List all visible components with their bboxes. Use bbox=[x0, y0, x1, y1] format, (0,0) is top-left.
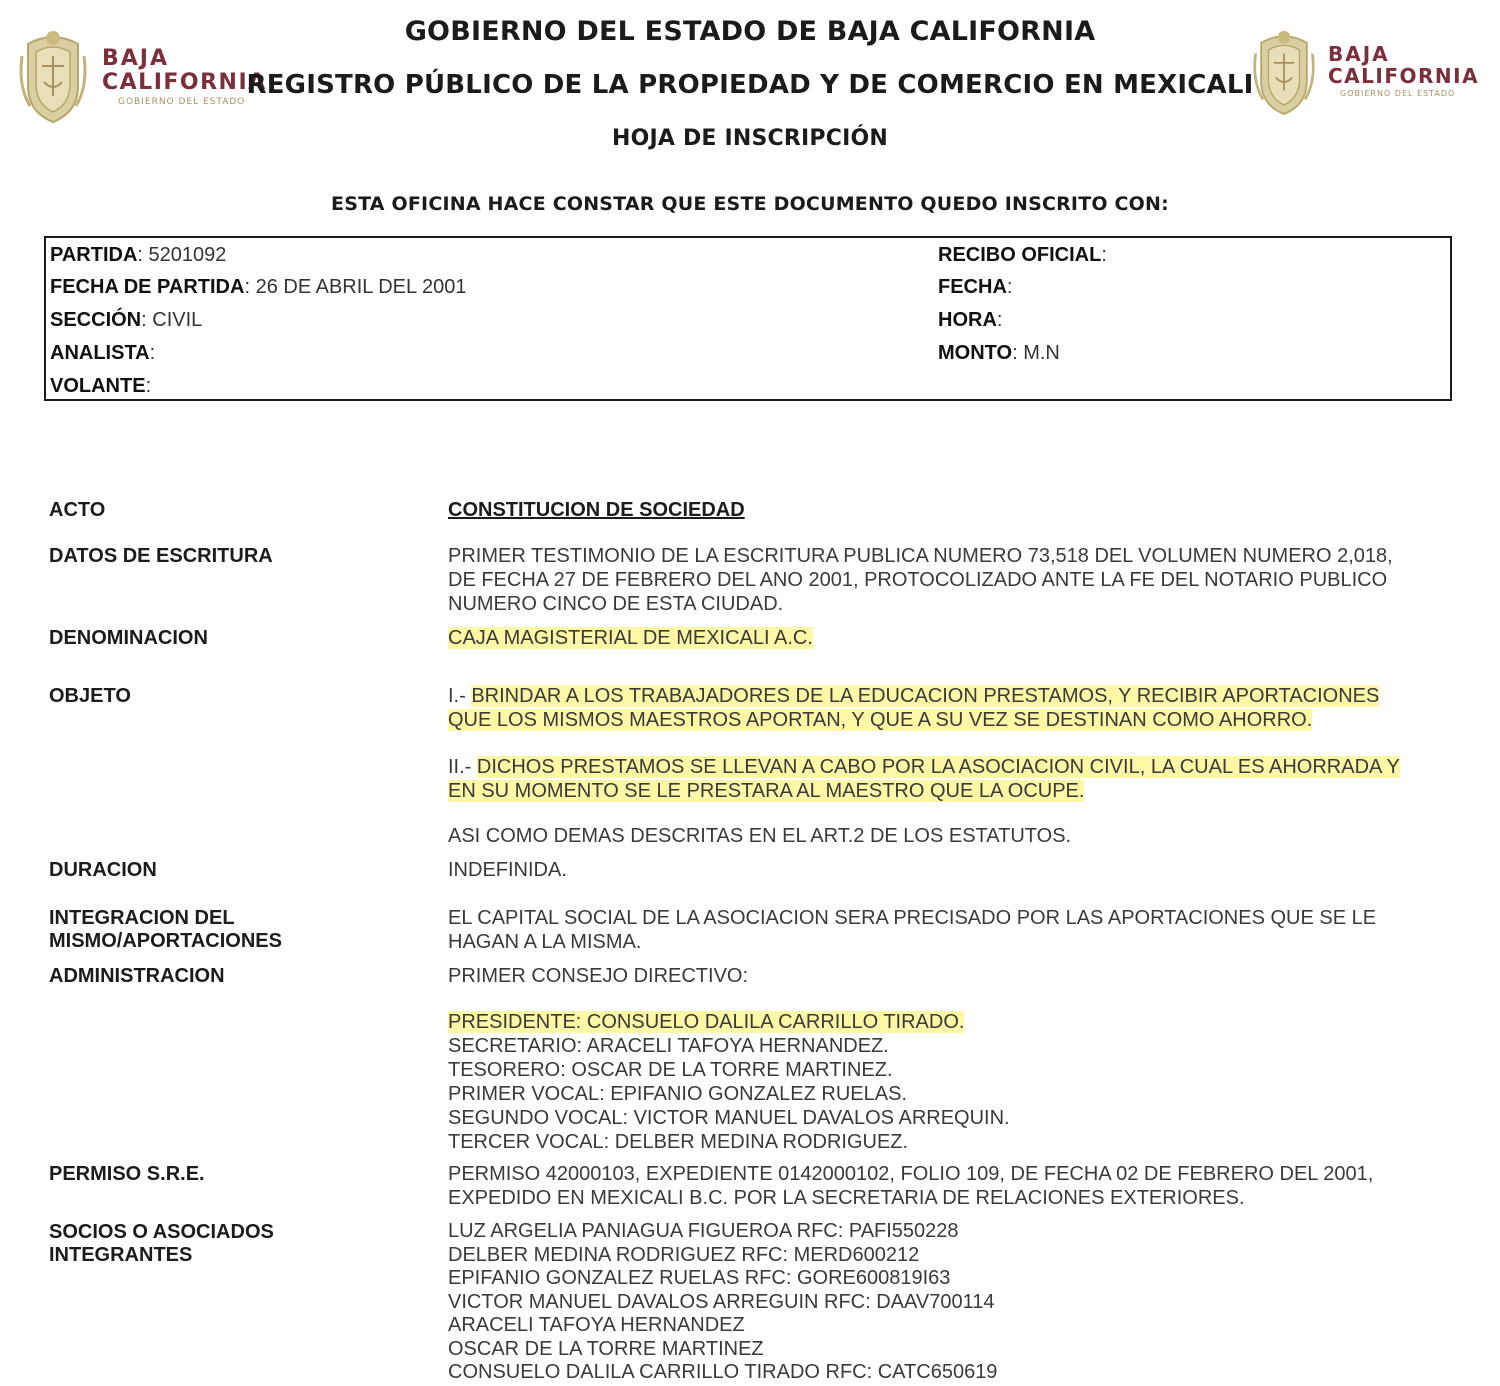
objeto-3: ASI COMO DEMAS DESCRITAS EN EL ART.2 DE LOS ESTATUTOS. bbox=[448, 825, 1072, 847]
permiso-value: PERMISO 42000103, EXPEDIENTE 0142000102, FOLIO 109, DE FECHA 02 DE FEBRERO DEL 2001, EXPEDIDO EN MEXICALI B.C. POR LA SECRETARIA DE RELACIONES EXTERIORES. bbox=[448, 1163, 1374, 1209]
volante-row: VOLANTE: bbox=[50, 375, 152, 397]
seccion-row: SECCIÓN: CIVIL bbox=[50, 309, 203, 331]
consejo-member: SECRETARIO: ARACELI TAFOYA HERNANDEZ. bbox=[448, 1035, 889, 1057]
objeto-2-text-a: DICHOS PRESTAMOS SE LLEVAN A CABO POR LA ASOCIACION CIVIL, LA CUAL ES AHORRADA Y bbox=[476, 756, 1400, 778]
acto-value: CONSTITUCION DE SOCIEDAD bbox=[448, 499, 745, 521]
registration-box bbox=[44, 236, 1452, 401]
acto-label: ACTO bbox=[49, 499, 106, 521]
objeto-1-prefix: I.- bbox=[448, 685, 466, 707]
denominacion-value: CAJA MAGISTERIAL DE MEXICALI A.C. bbox=[448, 627, 813, 649]
seccion-label: SECCIÓN bbox=[50, 309, 142, 331]
seccion-value: CIVIL bbox=[152, 309, 203, 331]
socio-item: EPIFANIO GONZALEZ RUELAS RFC: GORE600819I63 bbox=[448, 1267, 951, 1289]
administracion-intro: PRIMER CONSEJO DIRECTIVO: bbox=[448, 965, 749, 987]
duracion-label: DURACION bbox=[49, 859, 157, 881]
escritura-line: PRIMER TESTIMONIO DE LA ESCRITURA PUBLICA NUMERO 73,518 DEL VOLUMEN NUMERO 2,018, bbox=[448, 545, 1393, 567]
volante-label: VOLANTE bbox=[50, 375, 146, 397]
partida-row: PARTIDA: 5201092 bbox=[50, 244, 227, 266]
administracion-label: ADMINISTRACION bbox=[49, 965, 225, 987]
monto-row: MONTO: M.N bbox=[938, 342, 1060, 364]
permiso-label: PERMISO S.R.E. bbox=[49, 1163, 205, 1185]
logo-line-2: CALIFORNIA bbox=[1328, 64, 1480, 88]
objeto-2-prefix: II.- bbox=[448, 756, 472, 778]
objeto-2-text-b: EN SU MOMENTO SE LE PRESTARA AL MAESTRO QUE LA OCUPE. bbox=[448, 780, 1085, 802]
escritura-label: DATOS DE ESCRITURA bbox=[49, 545, 273, 567]
consejo-member: SEGUNDO VOCAL: VICTOR MANUEL DAVALOS ARREQUIN. bbox=[448, 1107, 1010, 1129]
hora-row: HORA: bbox=[938, 309, 1003, 331]
fecha-row: FECHA: bbox=[938, 276, 1013, 298]
objeto-item-2 bbox=[448, 755, 1463, 803]
consejo-member: TERCER VOCAL: DELBER MEDINA RODRIGUEZ. bbox=[448, 1131, 909, 1153]
partida-label: PARTIDA bbox=[50, 244, 138, 266]
fecha-partida-label: FECHA DE PARTIDA bbox=[50, 276, 245, 298]
integracion-value: EL CAPITAL SOCIAL DE LA ASOCIACION SERA PRECISADO POR LAS APORTACIONES QUE SE LE HAGAN A LA MISMA. bbox=[448, 907, 1377, 953]
hora-label: HORA bbox=[938, 309, 997, 331]
logo-line-2: CALIFORNIA bbox=[102, 70, 267, 95]
presidente: PRESIDENTE: CONSUELO DALILA CARRILLO TIRADO. bbox=[448, 1011, 965, 1033]
socio-item: ARACELI TAFOYA HERNANDEZ bbox=[448, 1314, 745, 1336]
objeto-item-1 bbox=[448, 684, 1463, 732]
sheet-title: HOJA DE INSCRIPCIÓN bbox=[611, 126, 889, 151]
denominacion-label: DENOMINACION bbox=[49, 627, 208, 649]
socio-item: CONSUELO DALILA CARRILLO TIRADO RFC: CATC650619 bbox=[448, 1361, 998, 1383]
socio-item: LUZ ARGELIA PANIAGUA FIGUEROA RFC: PAFI550228 bbox=[448, 1220, 959, 1242]
socio-item: DELBER MEDINA RODRIGUEZ RFC: MERD600212 bbox=[448, 1243, 920, 1266]
government-title: GOBIERNO DEL ESTADO DE BAJA CALIFORNIA bbox=[404, 16, 1096, 47]
fecha-partida-row: FECHA DE PARTIDA: 26 DE ABRIL DEL 2001 bbox=[50, 276, 467, 298]
logo-line-1: BAJA bbox=[1328, 42, 1390, 66]
escritura-value bbox=[448, 544, 1463, 616]
objeto-1-text-b: QUE LOS MISMOS MAESTROS APORTAN, Y QUE A SU VEZ SE DESTINAN COMO AHORRO. bbox=[448, 709, 1313, 731]
escritura-line: DE FECHA 27 DE FEBRERO DEL ANO 2001, PROTOCOLIZADO ANTE LA FE DEL NOTARIO PUBLICO bbox=[448, 569, 1388, 591]
monto-value: M.N bbox=[1023, 342, 1060, 364]
fecha-partida-value: 26 DE ABRIL DEL 2001 bbox=[255, 276, 467, 298]
recibo-row: RECIBO OFICIAL: bbox=[938, 244, 1107, 266]
analista-label: ANALISTA bbox=[50, 342, 150, 364]
recibo-label: RECIBO OFICIAL bbox=[938, 244, 1102, 266]
socio-item: VICTOR MANUEL DAVALOS ARREGUIN RFC: DAAV700114 bbox=[448, 1290, 995, 1313]
consejo-list bbox=[448, 1010, 1463, 1154]
analista-row: ANALISTA: bbox=[50, 342, 156, 364]
duracion-value: INDEFINIDA. bbox=[448, 859, 567, 881]
socios-label: SOCIOS O ASOCIADOS INTEGRANTES bbox=[49, 1221, 274, 1266]
integracion-label: INTEGRACION DEL MISMO/APORTACIONES bbox=[49, 907, 282, 952]
consejo-member: TESORERO: OSCAR DE LA TORRE MARTINEZ. bbox=[448, 1059, 893, 1081]
statement-text: ESTA OFICINA HACE CONSTAR QUE ESTE DOCUMENTO QUEDO INSCRITO CON: bbox=[331, 193, 1169, 215]
logo-line-3: GOBIERNO DEL ESTADO bbox=[118, 97, 246, 107]
registry-title: REGISTRO PÚBLICO DE LA PROPIEDAD Y DE COMERCIO EN MEXICALI bbox=[246, 70, 1254, 100]
monto-label: MONTO bbox=[938, 342, 1013, 364]
socios-list bbox=[448, 1220, 1463, 1385]
objeto-label: OBJETO bbox=[49, 685, 131, 707]
fecha-label: FECHA bbox=[938, 276, 1007, 298]
logo-line-1: BAJA bbox=[102, 46, 170, 71]
escritura-line: NUMERO CINCO DE ESTA CIUDAD. bbox=[448, 593, 784, 615]
partida-value: 5201092 bbox=[148, 244, 227, 266]
socio-item: OSCAR DE LA TORRE MARTINEZ bbox=[448, 1337, 764, 1360]
objeto-1-text-a: BRINDAR A LOS TRABAJADORES DE LA EDUCACION PRESTAMOS, Y RECIBIR APORTACIONES bbox=[471, 685, 1380, 707]
logo-line-3: GOBIERNO DEL ESTADO bbox=[1340, 89, 1456, 98]
consejo-member: PRIMER VOCAL: EPIFANIO GONZALEZ RUELAS. bbox=[448, 1083, 907, 1105]
